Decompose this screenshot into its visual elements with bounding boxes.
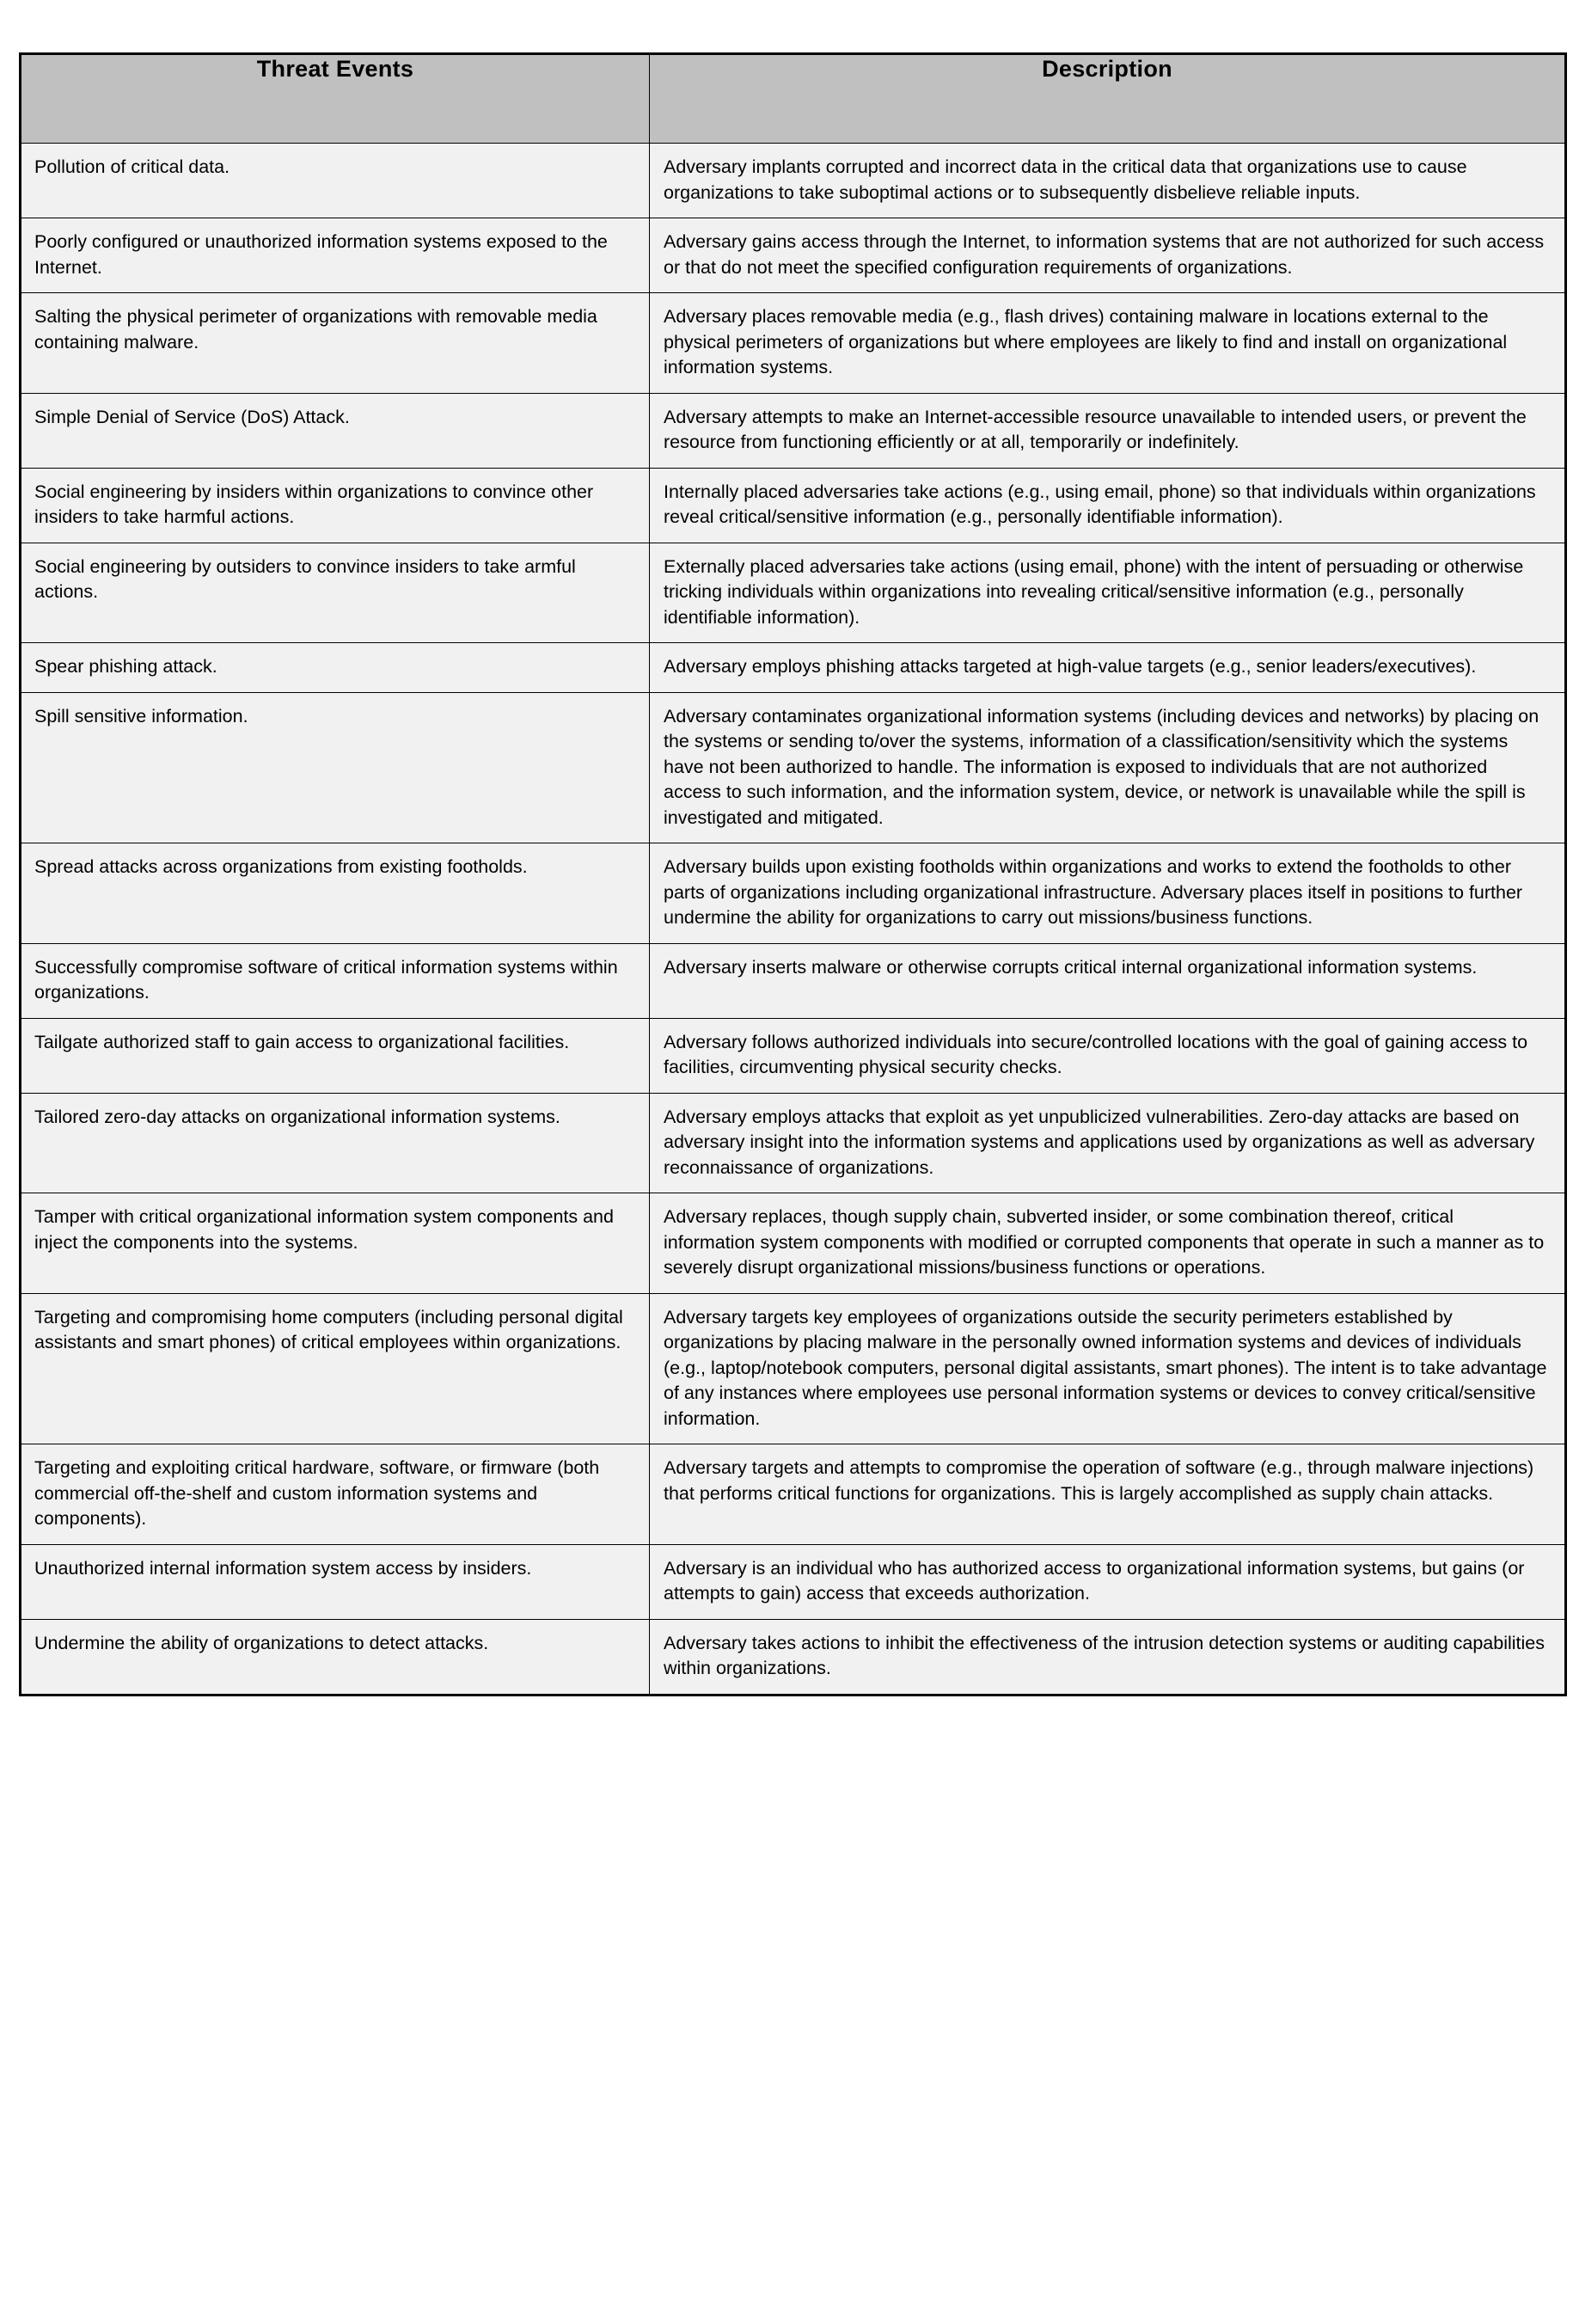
threat-event-text: Successfully compromise software of critical information systems within organizations. bbox=[34, 956, 618, 1003]
table-row bbox=[21, 393, 1566, 468]
cell-threat-event bbox=[21, 843, 650, 944]
table-row bbox=[21, 943, 1566, 1018]
cell-threat-event bbox=[21, 543, 650, 643]
threat-event-text: Targeting and compromising home computers (including personal digital assistants and smart phones) of critical employees within organizations. bbox=[34, 1306, 623, 1352]
column-header-description bbox=[650, 54, 1566, 144]
cell-threat-event bbox=[21, 692, 650, 843]
cell-description bbox=[650, 468, 1566, 543]
description-text: Externally placed adversaries take actions (using email, phone) with the intent of persuading or otherwise tricking individuals within organizations into revealing critical/sensitive information (e.g., personally identifiable information). bbox=[664, 555, 1524, 628]
threat-event-text: Social engineering by outsiders to convince insiders to take armful actions. bbox=[34, 555, 576, 602]
cell-threat-event bbox=[21, 468, 650, 543]
cell-description bbox=[650, 1619, 1566, 1695]
threat-event-text: Unauthorized internal information system access by insiders. bbox=[34, 1557, 532, 1579]
description-text: Adversary is an individual who has authorized access to organizational information systems, but gains (or attempts to gain) access that exceeds authorization. bbox=[664, 1557, 1525, 1603]
threat-event-text: Simple Denial of Service (DoS) Attack. bbox=[34, 406, 350, 427]
cell-threat-event bbox=[21, 1093, 650, 1193]
table-row bbox=[21, 1544, 1566, 1619]
threat-event-text: Targeting and exploiting critical hardware, software, or firmware (both commercial off-the-shelf and custom information systems and components). bbox=[34, 1457, 600, 1529]
cell-threat-event bbox=[21, 1444, 650, 1545]
table-row bbox=[21, 144, 1566, 218]
table-row bbox=[21, 1619, 1566, 1695]
table-row bbox=[21, 1193, 1566, 1294]
cell-threat-event bbox=[21, 1619, 650, 1695]
cell-description bbox=[650, 393, 1566, 468]
cell-description bbox=[650, 293, 1566, 394]
cell-threat-event bbox=[21, 1293, 650, 1444]
description-text: Adversary attempts to make an Internet-accessible resource unavailable to intended users, or prevent the resource from functioning efficiently or at all, temporarily or indefinitely. bbox=[664, 406, 1527, 452]
description-text: Adversary targets key employees of organizations outside the security perimeters established by organizations by placing malware in the personally owned information systems and devices of individuals (e.g., laptop/notebook computers, personal digital assistants, smart phones). The intent is to take advantage of any instances where employees use personal information systems or devices to convey critical/sensitive information. bbox=[664, 1306, 1547, 1429]
description-text: Adversary takes actions to inhibit the effectiveness of the intrusion detection systems or auditing capabilities within organizations. bbox=[664, 1632, 1545, 1678]
column-header-description-label: Description bbox=[1042, 56, 1172, 82]
description-text: Adversary gains access through the Internet, to information systems that are not authorized for such access or that do not meet the specified configuration requirements of organizations. bbox=[664, 231, 1545, 278]
description-text: Adversary employs phishing attacks targeted at high-value targets (e.g., senior leaders/executives). bbox=[664, 656, 1477, 677]
description-text: Adversary inserts malware or otherwise corrupts critical internal organizational information systems. bbox=[664, 956, 1478, 978]
threat-event-text: Social engineering by insiders within organizations to convince other insiders to take harmful actions. bbox=[34, 481, 594, 527]
description-text: Adversary implants corrupted and incorrect data in the critical data that organizations use to cause organizations to take suboptimal actions or to subsequently disbelieve reliable inputs. bbox=[664, 156, 1467, 203]
description-text: Adversary contaminates organizational information systems (including devices and networks) by placing on the systems or sending to/over the systems, information of a classification/sensitivity which the systems have not been authorized to handle. The information is exposed to individuals that are not authorized access to such information, and the information system, device, or network is unavailable while the spill is investigated and mitigated. bbox=[664, 705, 1539, 828]
description-text: Adversary replaces, though supply chain, subverted insider, or some combination thereof, critical information system components with modified or corrupted components that operate in such a manner as to severely disrupt organizational missions/business functions or operations. bbox=[664, 1206, 1545, 1278]
cell-description bbox=[650, 144, 1566, 218]
description-text: Adversary targets and attempts to compromise the operation of software (e.g., through malware injections) that performs critical functions for organizations. This is largely accomplished as supply chain attacks. bbox=[664, 1457, 1534, 1504]
table-header bbox=[21, 54, 1566, 144]
cell-description bbox=[650, 1544, 1566, 1619]
cell-threat-event bbox=[21, 393, 650, 468]
threat-event-text: Salting the physical perimeter of organizations with removable media containing malware. bbox=[34, 306, 597, 353]
cell-threat-event bbox=[21, 1018, 650, 1093]
cell-threat-event bbox=[21, 1544, 650, 1619]
cell-description bbox=[650, 692, 1566, 843]
threat-event-text: Spear phishing attack. bbox=[34, 656, 217, 677]
table-row bbox=[21, 543, 1566, 643]
description-text: Adversary follows authorized individuals into secure/controlled locations with the goal of gaining access to facilities, circumventing physical security checks. bbox=[664, 1031, 1528, 1077]
cell-threat-event bbox=[21, 218, 650, 293]
table-row bbox=[21, 1293, 1566, 1444]
table-row bbox=[21, 1093, 1566, 1193]
table-row bbox=[21, 218, 1566, 293]
table-body bbox=[21, 144, 1566, 1695]
threat-event-text: Undermine the ability of organizations to detect attacks. bbox=[34, 1632, 489, 1653]
description-text: Adversary employs attacks that exploit as yet unpublicized vulnerabilities. Zero-day attacks are based on adversary insight into the information systems and applications used by organizations as well as adversary reconnaissance of organizations. bbox=[664, 1106, 1535, 1178]
table-row bbox=[21, 643, 1566, 693]
cell-threat-event bbox=[21, 144, 650, 218]
threat-event-text: Spread attacks across organizations from existing footholds. bbox=[34, 856, 528, 877]
cell-threat-event bbox=[21, 643, 650, 693]
threat-event-text: Poorly configured or unauthorized information systems exposed to the Internet. bbox=[34, 231, 608, 278]
table-row bbox=[21, 468, 1566, 543]
cell-description bbox=[650, 1018, 1566, 1093]
table-row bbox=[21, 293, 1566, 394]
cell-description bbox=[650, 543, 1566, 643]
cell-description bbox=[650, 1293, 1566, 1444]
table-row bbox=[21, 843, 1566, 944]
description-text: Adversary builds upon existing footholds within organizations and works to extend the footholds to other parts of organizations including organizational infrastructure. Adversary places itself in positions to further undermine the ability for organizations to carry out missions/business functions. bbox=[664, 856, 1523, 928]
table-row bbox=[21, 692, 1566, 843]
cell-threat-event bbox=[21, 293, 650, 394]
cell-description bbox=[650, 843, 1566, 944]
threat-events-table bbox=[19, 52, 1567, 1696]
cell-description bbox=[650, 643, 1566, 693]
column-header-threat-events-label: Threat Events bbox=[256, 56, 414, 82]
table-row bbox=[21, 1444, 1566, 1545]
cell-description bbox=[650, 1444, 1566, 1545]
description-text: Adversary places removable media (e.g., flash drives) containing malware in locations external to the physical perimeters of organizations but where employees are likely to find and install on organizational information systems. bbox=[664, 306, 1508, 377]
threat-event-text: Pollution of critical data. bbox=[34, 156, 230, 177]
cell-threat-event bbox=[21, 943, 650, 1018]
threat-event-text: Tailgate authorized staff to gain access to organizational facilities. bbox=[34, 1031, 570, 1052]
threat-event-text: Tailored zero-day attacks on organizational information systems. bbox=[34, 1106, 560, 1127]
threat-event-text: Tamper with critical organizational information system components and inject the components into the systems. bbox=[34, 1206, 614, 1253]
cell-threat-event bbox=[21, 1193, 650, 1294]
cell-description bbox=[650, 1093, 1566, 1193]
table-header-row bbox=[21, 54, 1566, 144]
threat-event-text: Spill sensitive information. bbox=[34, 705, 248, 727]
cell-description bbox=[650, 1193, 1566, 1294]
description-text: Internally placed adversaries take actions (e.g., using email, phone) so that individuals within organizations reveal critical/sensitive information (e.g., personally identifiable information). bbox=[664, 481, 1536, 527]
column-header-threat-events bbox=[21, 54, 650, 144]
table-row bbox=[21, 1018, 1566, 1093]
cell-description bbox=[650, 943, 1566, 1018]
cell-description bbox=[650, 218, 1566, 293]
